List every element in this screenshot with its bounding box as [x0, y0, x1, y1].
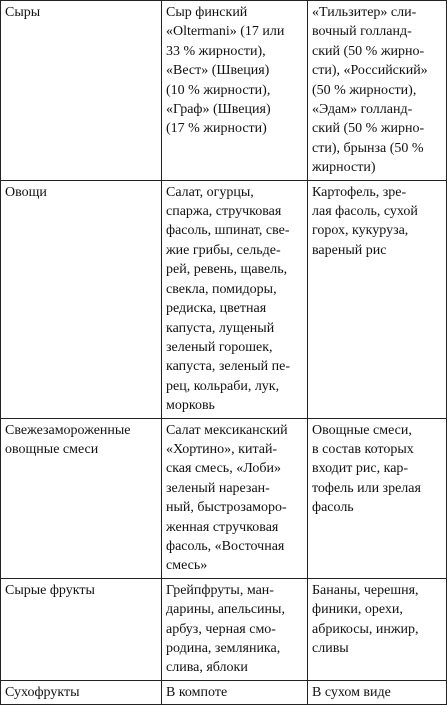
cell-text-line: финики, орехи,	[312, 602, 403, 618]
cell-text-line: капуста, зеленый пе-	[166, 359, 291, 375]
cell-text-line: сти), «Российский»	[312, 63, 428, 79]
cell-text-line: ный, быстрозаморо-	[166, 500, 287, 516]
limited-cell	[308, 418, 447, 578]
cell-text-line: рей, ревень, щавель,	[166, 262, 288, 278]
category-cell	[1, 180, 162, 418]
cell-text-line: входит рис, кар-	[312, 461, 409, 477]
cell-text-line: «Oltermani» (17 или	[166, 24, 285, 40]
cell-text-line: Салат мексиканский	[166, 422, 288, 438]
table-body	[1, 1, 447, 705]
cell-text-line: смесь»	[166, 558, 208, 574]
allowed-cell	[162, 180, 308, 418]
cell-text-line: В сухом виде	[312, 684, 391, 700]
cell-text-line: Овощи	[5, 184, 47, 200]
cell-text-line: 33 % жирности),	[166, 43, 266, 59]
cell-text-line: (17 % жирности)	[166, 121, 267, 137]
cell-text-line: жие грибы, сельде-	[166, 242, 281, 258]
cell-text-line: «Граф» (Швеция)	[166, 102, 271, 118]
category-cell	[1, 418, 162, 578]
cell-text-line: вочный голланд-	[312, 24, 412, 40]
cell-text-line: «Вест» (Швеция)	[166, 63, 270, 79]
limited-cell	[308, 1, 447, 181]
cell-text-line: «Тильзитер» сли-	[312, 5, 417, 20]
cell-text-line: Сырые фрукты	[5, 582, 95, 598]
allowed-cell	[162, 578, 308, 680]
cell-text-line: арбуз, черная смо-	[166, 621, 276, 637]
cell-text-line: Бананы, черешня,	[312, 582, 419, 598]
cell-text-line: спаржа, стручковая	[166, 204, 282, 220]
cell-text-line: жирности)	[312, 160, 376, 176]
cell-text-line: овощные смеси	[5, 441, 99, 457]
cell-text-line: родина, земляника,	[166, 641, 281, 656]
cell-text-line: В компоте	[166, 684, 228, 700]
cell-text-line: свекла, помидоры,	[166, 281, 277, 297]
table-row	[1, 180, 447, 418]
cell-text-line: женная стручковая	[166, 519, 279, 535]
cell-text-line: ский (50 % жирно-	[312, 121, 425, 137]
cell-text-line: зеленый горошек,	[166, 339, 273, 355]
cell-text-line: рец, кольраби, лук,	[166, 378, 280, 394]
cell-text-line: Сыры	[5, 5, 41, 20]
limited-cell	[308, 578, 447, 680]
cell-text-line: Сухофрукты	[5, 684, 80, 700]
table-row	[1, 578, 447, 680]
cell-text-line: дарины, апельсины,	[166, 602, 285, 618]
cell-text-line: Сыр финский	[166, 5, 248, 20]
cell-text-line: Грейпфруты, ман-	[166, 582, 274, 598]
table-row	[1, 1, 447, 181]
cell-text-line: лая фасоль, сухой	[312, 204, 418, 220]
cell-text-line: Свежезамороженные	[5, 422, 131, 438]
category-cell	[1, 1, 162, 181]
cell-text-line: ский (50 % жирно-	[312, 43, 425, 59]
category-cell	[1, 680, 162, 704]
cell-text-line: слива, яблоки	[166, 660, 248, 676]
cell-text-line: сливы	[312, 641, 349, 656]
category-cell	[1, 578, 162, 680]
cell-text-line: «Эдам» голланд-	[312, 102, 413, 118]
cell-text-line: фасоль, «Восточная	[166, 538, 285, 554]
cell-text-line: (50 % жирности),	[312, 82, 417, 98]
cell-text-line: «Хортино», китай-	[166, 441, 278, 457]
table-row	[1, 680, 447, 704]
allowed-cell	[162, 1, 308, 181]
cell-text-line: Картофель, зре-	[312, 184, 407, 200]
cell-text-line: горох, кукуруза,	[312, 223, 409, 239]
cell-text-line: в состав которых	[312, 441, 414, 457]
cell-text-line: фасоль, шпинат, све-	[166, 223, 290, 239]
cell-text-line: Овощные смеси,	[312, 422, 412, 438]
cell-text-line: редиска, цветная	[166, 301, 267, 317]
cell-text-line: (10 % жирности),	[166, 82, 271, 98]
allowed-cell	[162, 680, 308, 704]
limited-cell	[308, 680, 447, 704]
allowed-cell	[162, 418, 308, 578]
cell-text-line: вареный рис	[312, 242, 387, 258]
cell-text-line: морковь	[166, 398, 215, 414]
cell-text-line: ская смесь, «Лоби»	[166, 461, 281, 477]
cell-text-line: зеленый нарезан-	[166, 480, 270, 496]
table-row	[1, 418, 447, 578]
cell-text-line: капуста, лущеный	[166, 320, 275, 336]
cell-text-line: фасоль	[312, 500, 354, 516]
limited-cell	[308, 180, 447, 418]
cell-text-line: абрикосы, инжир,	[312, 621, 419, 637]
cell-text-line: сти), брынза (50 %	[312, 140, 424, 156]
cell-text-line: Салат, огурцы,	[166, 184, 254, 200]
cell-text-line: тофель или зрелая	[312, 480, 421, 496]
